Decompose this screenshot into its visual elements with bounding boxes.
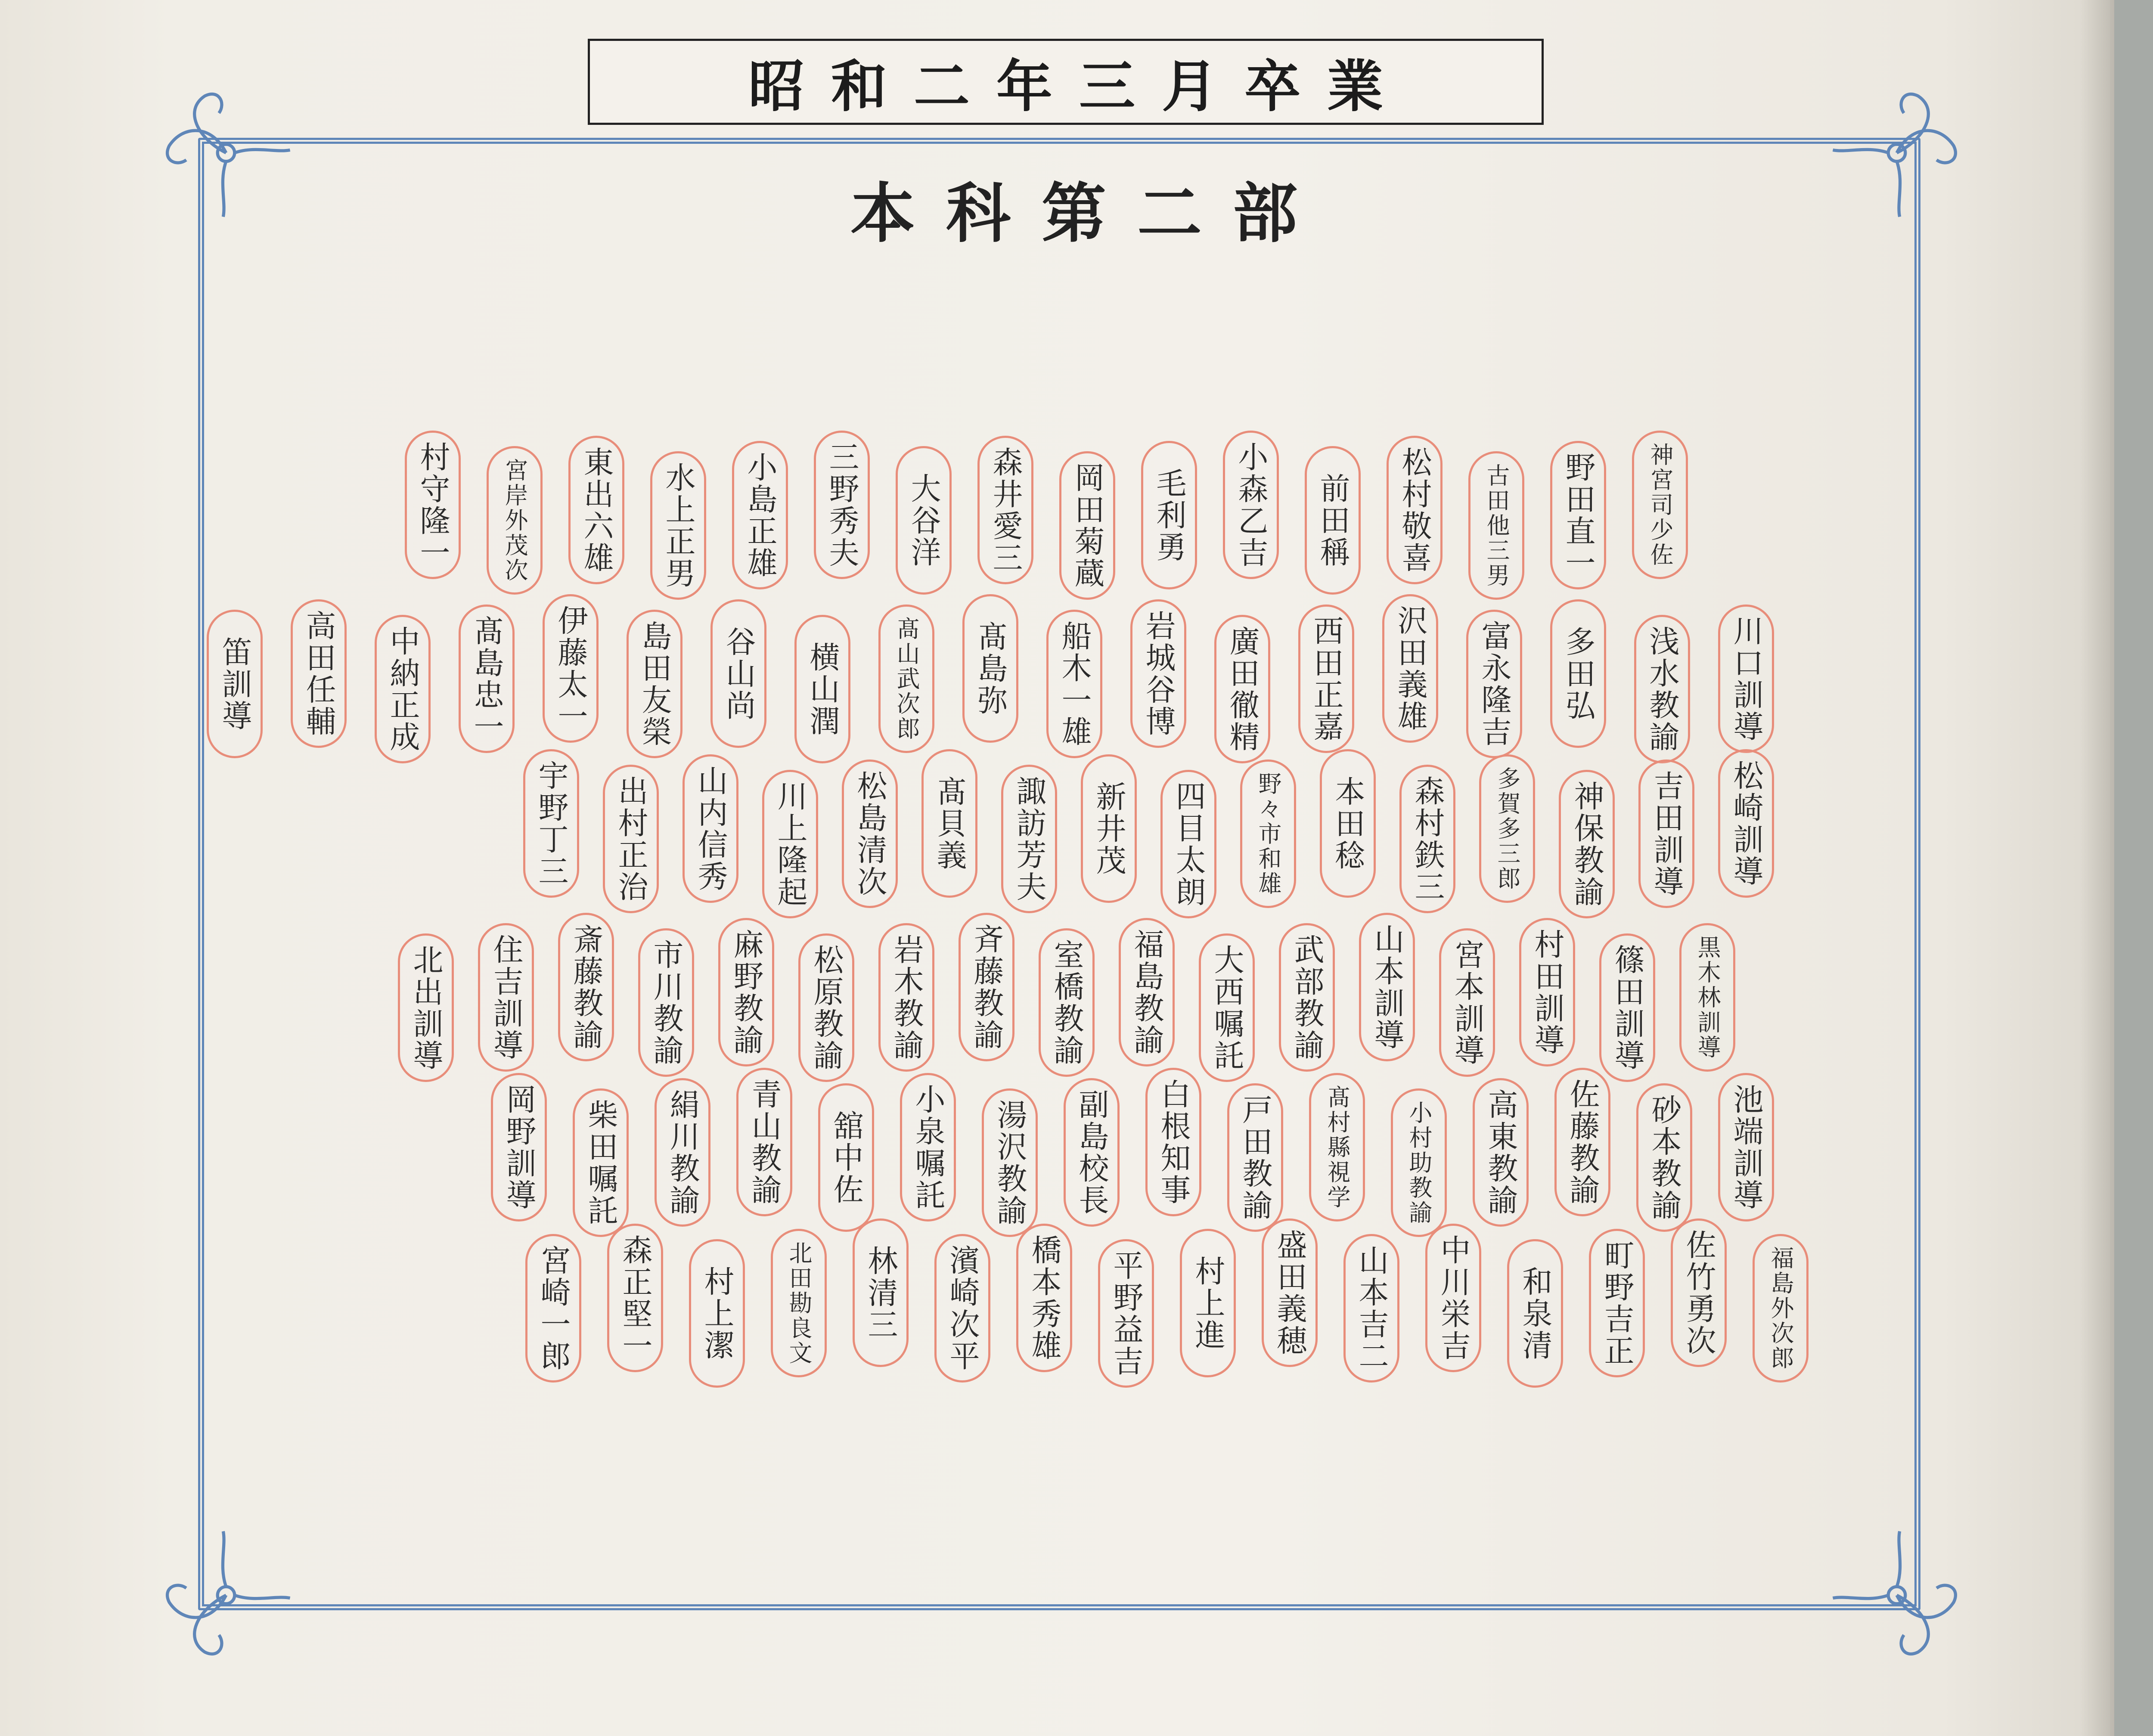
name-stamp (405, 431, 461, 579)
name-stamp (655, 1078, 710, 1227)
stamp-name-text: 森正堅一 (617, 1234, 653, 1362)
stamp-name-text: 吉田訓導 (1649, 770, 1684, 898)
name-stamp (1638, 760, 1694, 908)
stamp-name-text: 斎藤教諭 (568, 923, 604, 1051)
name-stamp (1387, 436, 1443, 584)
page-subtitle: 本科第二部 (850, 176, 1328, 251)
name-stamp (762, 770, 818, 918)
stamp-name-text: 和泉清 (1517, 1265, 1553, 1361)
stamp-name-text: 山本訓導 (1369, 923, 1405, 1051)
stamp-name-text: 三野秀夫 (824, 441, 859, 569)
stamp-name-text: 岩城谷博 (1141, 610, 1176, 738)
stamp-name-text: 砂本教諭 (1647, 1094, 1682, 1221)
name-stamp (1130, 599, 1186, 748)
name-stamp (1718, 1073, 1774, 1221)
stamp-name-text: 黒木林訓導 (1694, 935, 1721, 1060)
name-stamp (1479, 754, 1535, 903)
stamp-name-text: 大谷洋 (906, 472, 941, 568)
stamp-name-text: 宮本訓導 (1449, 939, 1485, 1066)
name-stamp (900, 1073, 956, 1221)
stamp-name-text: 浅水教諭 (1644, 625, 1680, 753)
stamp-name-text: 笛訓導 (217, 636, 252, 732)
stamp-name-text: 北出訓導 (408, 944, 444, 1072)
stamp-name-text: 町野吉正 (1599, 1239, 1635, 1367)
name-stamp (878, 923, 934, 1072)
name-stamp (1391, 1088, 1447, 1237)
stamp-name-text: 麻野教諭 (729, 928, 764, 1056)
name-stamp (934, 1234, 990, 1383)
stamp-name-text: 林清三 (863, 1245, 898, 1341)
name-stamp (487, 446, 543, 595)
name-stamp (959, 913, 1014, 1061)
stamp-name-text: 篠田訓導 (1610, 944, 1645, 1072)
name-stamp (878, 604, 934, 753)
name-stamp (962, 594, 1018, 743)
name-stamp (842, 760, 898, 908)
stamp-name-text: 武部教諭 (1289, 933, 1325, 1061)
name-stamp (1305, 446, 1361, 595)
stamp-name-text: 佐竹勇次 (1681, 1229, 1716, 1357)
name-stamp (1359, 913, 1415, 1061)
name-stamp (1016, 1224, 1072, 1372)
stamp-name-text: 室橋教諭 (1049, 939, 1084, 1066)
name-stamp (818, 1083, 874, 1232)
name-stamp (982, 1088, 1038, 1237)
name-stamp (478, 923, 534, 1072)
stamp-name-text: 平野益吉 (1108, 1249, 1144, 1377)
stamp-name-text: 島田友榮 (637, 620, 672, 748)
stamp-name-text: 船木一雄 (1057, 620, 1092, 748)
name-stamp (1466, 610, 1522, 758)
stamp-name-text: 小島正雄 (742, 451, 778, 579)
name-stamp (543, 594, 599, 743)
name-stamp (1382, 594, 1438, 743)
stamp-name-text: 髙島忠一 (469, 615, 504, 743)
stamp-name-text: 岡田菊蔵 (1070, 462, 1105, 589)
name-stamp (1145, 1068, 1201, 1216)
name-stamp (1439, 928, 1495, 1077)
name-stamp (1679, 923, 1735, 1072)
underlying-sheet (2114, 0, 2153, 1736)
stamp-name-text: 髙村縣視学 (1324, 1085, 1351, 1210)
name-stamp (1599, 933, 1655, 1082)
stamp-name-text: 岩木教諭 (889, 933, 924, 1061)
name-stamp (1589, 1229, 1645, 1377)
name-stamp (1180, 1229, 1236, 1377)
stamp-name-text: 西田正嘉 (1309, 615, 1344, 743)
name-stamp (896, 446, 952, 595)
name-stamp (558, 913, 614, 1061)
name-stamp (798, 933, 854, 1082)
stamp-name-text: 野田直一 (1560, 451, 1596, 579)
name-stamp (1039, 928, 1095, 1077)
stamp-name-text: 横山潤 (805, 641, 840, 737)
name-stamp (603, 765, 659, 913)
name-stamp (607, 1224, 663, 1372)
name-stamp (1671, 1218, 1727, 1367)
stamp-name-text: 本田稔 (1330, 775, 1365, 871)
name-stamp (1753, 1234, 1809, 1383)
stamp-name-text: 髙貝義 (932, 775, 967, 871)
stamp-name-text: 神宮司少佐 (1647, 442, 1674, 567)
stamp-name-text: 村田訓導 (1529, 928, 1565, 1056)
stamp-name-text: 小村助教諭 (1405, 1100, 1433, 1225)
name-stamp (718, 918, 774, 1066)
stamp-name-text: 松崎訓導 (1728, 760, 1764, 887)
stamp-name-text: 村上進 (1190, 1255, 1225, 1351)
stamp-name-text: 毛利勇 (1151, 467, 1187, 563)
stamp-name-text: 副島校長 (1074, 1088, 1109, 1216)
stamp-name-text: 前田稱 (1315, 472, 1350, 568)
name-stamp (638, 928, 694, 1077)
name-stamp (1046, 610, 1102, 758)
stamp-name-text: 舘中佐 (828, 1110, 864, 1206)
name-stamp (1223, 431, 1279, 579)
stamp-name-text: 高東教諭 (1483, 1088, 1518, 1216)
stamp-name-text: 宇野丁三 (534, 760, 569, 887)
stamp-name-text: 出村正治 (613, 775, 648, 903)
name-stamp (1262, 1218, 1318, 1367)
name-stamp (1279, 923, 1335, 1072)
stamp-name-text: 髙山武次郎 (893, 616, 920, 741)
stamp-name-text: 池端訓導 (1728, 1083, 1764, 1211)
stamp-name-text: 岡野訓導 (501, 1083, 537, 1211)
name-stamp (207, 610, 263, 758)
stamp-name-text: 四目太朗 (1171, 780, 1206, 908)
name-stamp (814, 431, 870, 579)
name-stamp (1718, 604, 1774, 753)
stamp-name-text: 松島清次 (852, 770, 887, 898)
name-stamp (732, 441, 788, 589)
stamp-name-text: 村守隆一 (415, 441, 450, 569)
stamp-name-text: 松村敬喜 (1397, 446, 1432, 574)
stamp-name-text: 村上潔 (699, 1265, 735, 1361)
page-title: 昭和二年三月卒業 (748, 53, 1410, 119)
name-stamp (459, 604, 515, 753)
name-stamp (1425, 1224, 1481, 1372)
name-stamp (1001, 765, 1057, 913)
name-stamp (1632, 431, 1688, 579)
stamp-name-text: 宮岸外茂次 (501, 458, 528, 583)
stamp-name-text: 髙島弥 (973, 620, 1008, 716)
name-stamp (1507, 1239, 1563, 1388)
stamp-name-text: 絹川教諭 (665, 1088, 700, 1216)
stamp-name-text: 川口訓導 (1728, 615, 1764, 743)
stamp-name-text: 野々市和雄 (1255, 771, 1282, 896)
name-stamp (523, 749, 579, 898)
name-stamp (568, 436, 624, 584)
name-stamp (1059, 451, 1115, 600)
name-stamp (1468, 451, 1524, 600)
name-stamp (573, 1088, 629, 1237)
stamp-name-text: 諏訪芳夫 (1011, 775, 1047, 903)
name-stamp (1343, 1234, 1399, 1383)
stamp-name-text: 伊藤太一 (553, 604, 588, 732)
name-stamp (736, 1068, 792, 1216)
name-stamp (1199, 933, 1255, 1082)
name-stamp (689, 1239, 745, 1388)
name-stamp (1718, 749, 1774, 898)
stamp-name-text: 濱崎次平 (945, 1244, 980, 1372)
stamp-name-text: 谷山尚 (721, 626, 756, 722)
name-stamp (683, 754, 738, 903)
stamp-name-text: 小森乙吉 (1233, 441, 1269, 569)
stamp-name-text: 水上正男 (661, 462, 696, 589)
stamp-name-text: 廣田徹精 (1225, 625, 1260, 753)
name-stamp (627, 610, 683, 758)
name-stamp (1559, 770, 1615, 918)
name-stamp (1399, 765, 1455, 913)
name-stamp (491, 1073, 547, 1221)
stamp-name-text: 市川教諭 (648, 939, 684, 1066)
stamp-name-text: 高田任輔 (301, 610, 336, 738)
name-stamp (1141, 441, 1197, 589)
name-stamp (1160, 770, 1216, 918)
name-stamp (1119, 918, 1175, 1066)
stamp-name-text: 松原教諭 (809, 944, 844, 1072)
stamp-name-text: 斉藤教諭 (969, 923, 1004, 1051)
name-stamp (1298, 604, 1354, 753)
stamp-name-text: 東出六雄 (579, 446, 614, 574)
name-stamp (291, 599, 347, 748)
name-stamp (1240, 760, 1296, 908)
name-stamp (398, 933, 454, 1082)
stamp-name-text: 青山教諭 (747, 1078, 782, 1206)
name-stamp (1473, 1078, 1529, 1227)
stamp-name-text: 山内信秀 (693, 765, 728, 893)
name-stamp (375, 615, 431, 763)
stamp-name-text: 森村鉄三 (1410, 775, 1445, 903)
name-stamp (1064, 1078, 1120, 1227)
name-stamp (1554, 1068, 1610, 1216)
stamp-name-text: 古田他三男 (1483, 463, 1510, 588)
stamp-name-text: 山本吉二 (1354, 1244, 1389, 1372)
stamp-name-text: 富永隆吉 (1477, 620, 1512, 748)
stamp-name-text: 中川栄吉 (1436, 1234, 1471, 1362)
name-stamp (1550, 599, 1606, 748)
stamp-name-text: 北田勘良文 (785, 1240, 813, 1366)
name-stamp (771, 1229, 827, 1377)
stamp-name-text: 森井愛三 (988, 446, 1023, 574)
name-stamp (1098, 1239, 1154, 1388)
stamp-name-text: 柴田嘱託 (583, 1099, 618, 1227)
stamp-name-text: 白根知事 (1156, 1078, 1191, 1206)
name-stamp (853, 1218, 909, 1367)
name-stamp (1214, 615, 1270, 763)
stamp-name-text: 住吉訓導 (488, 933, 524, 1061)
name-stamp (525, 1234, 581, 1383)
stamp-name-text: 福島教諭 (1129, 928, 1164, 1056)
stamp-name-text: 多田弘 (1560, 626, 1596, 722)
stamp-name-text: 大西嘱託 (1209, 944, 1244, 1072)
stamp-name-text: 橋本秀雄 (1027, 1234, 1062, 1362)
name-stamp (650, 451, 706, 600)
stamp-name-text: 神保教諭 (1569, 780, 1604, 908)
name-stamp (794, 615, 850, 763)
name-stamp (921, 749, 977, 898)
stamp-name-text: 川上隆起 (772, 780, 808, 908)
name-stamp (710, 599, 766, 748)
stamp-name-text: 宮崎一郎 (536, 1244, 571, 1372)
name-stamp (1634, 615, 1690, 763)
stamp-name-text: 新井茂 (1091, 781, 1126, 877)
name-stamp (1636, 1083, 1692, 1232)
stamp-name-text: 福島外次郎 (1767, 1246, 1794, 1371)
stamp-name-text: 沢田義雄 (1393, 604, 1428, 732)
stamp-name-text: 盛田義穂 (1272, 1229, 1307, 1357)
stamp-name-text: 佐藤教諭 (1565, 1078, 1600, 1206)
stamp-name-text: 湯沢教諭 (992, 1099, 1027, 1227)
name-stamp (1081, 754, 1137, 903)
name-stamp (1309, 1073, 1365, 1221)
name-stamp (977, 436, 1033, 584)
name-stamp (1320, 749, 1376, 898)
stamp-name-text: 中納正成 (385, 625, 420, 753)
stamp-name-text: 小泉嘱託 (910, 1083, 946, 1211)
name-stamp (1519, 918, 1575, 1066)
stamp-name-text: 多賀多三郎 (1494, 766, 1521, 891)
name-stamp (1227, 1083, 1283, 1232)
stamp-name-text: 戸田教諭 (1238, 1094, 1273, 1221)
name-stamp (1550, 441, 1606, 589)
